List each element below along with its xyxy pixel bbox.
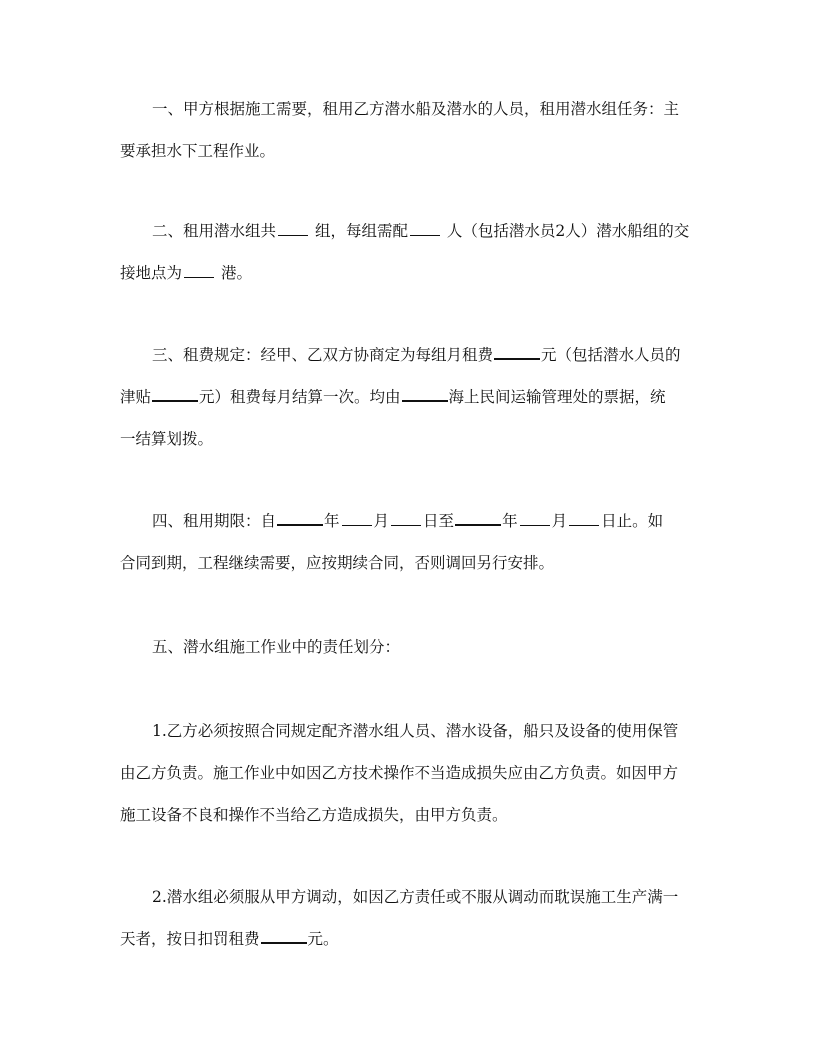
clause-3-text-b: 元（包括潜水人员的 (541, 346, 681, 364)
clause-4-text-b: 年 (324, 512, 340, 530)
clause-2-text-b: 组，每组需配 (314, 222, 408, 240)
clause-4-text-c: 月 (373, 512, 390, 530)
blank-allowance (152, 382, 198, 402)
item-2-text-b: 元。 (307, 930, 339, 948)
clause-1-line-1: 一、甲方根据施工需要，租用乙方潜水船及潜水的人员，租用潜水组任务：主 (152, 100, 680, 118)
blank-authority (402, 382, 448, 402)
clause-3-line-3: 一结算划拨。 (120, 430, 214, 448)
clause-5-item-1 (120, 710, 700, 836)
clause-2-text-a: 二、租用潜水组共 (152, 222, 277, 240)
blank-start-day (391, 507, 421, 526)
clause-2-text-e: 港。 (220, 264, 252, 282)
clause-4-text-f: 月 (551, 512, 568, 530)
blank-end-year (455, 506, 501, 526)
clause-1-line-2: 要承担水下工程作业。 (120, 142, 276, 160)
item-1-line-2: 由乙方负责。施工作业中如因乙方技术操作不当造成损失应由乙方负责。如因甲方 (120, 764, 679, 782)
clause-4-text-e: 年 (502, 512, 518, 530)
blank-start-year (277, 506, 323, 526)
clause-3-text-c: 津贴 (120, 388, 152, 406)
item-2-line-2 (120, 918, 700, 960)
clause-5-item-2 (120, 876, 700, 960)
clause-3-line-1 (120, 334, 700, 376)
item-2-line-1: 2.潜水组必须服从甲方调动，如因乙方责任或不服从调动而耽误施工生产满一 (152, 888, 679, 906)
clause-4 (120, 500, 700, 584)
blank-person-count (410, 217, 440, 236)
blank-end-day (569, 507, 599, 526)
clause-5 (120, 626, 700, 668)
clause-4-line-1 (120, 500, 700, 542)
clause-3 (120, 334, 700, 460)
item-1-line-1: 1.乙方必须按照合同规定配齐潜水组人员、潜水设备，船只及设备的使用保管 (152, 722, 679, 740)
clause-4-line-2: 合同到期，工程继续需要，应按期续合同，否则调回另行安排。 (120, 554, 555, 572)
blank-monthly-fee (494, 340, 540, 360)
clause-4-text-a: 四、租用期限：自 (152, 512, 277, 530)
blank-end-month (520, 507, 550, 526)
clause-3-text-a: 三、租费规定：经甲、乙双方协商定为每组月租费 (152, 346, 494, 364)
clause-3-text-d: 元）租费每月结算一次。均由 (199, 388, 401, 406)
clause-5-line-1: 五、潜水组施工作业中的责任划分： (152, 638, 401, 656)
clause-2-line-2 (120, 252, 700, 294)
clause-2-text-c: 人（包括潜水员2人）潜水船组的交 (446, 222, 690, 240)
blank-port (184, 259, 214, 278)
clause-2-text-d: 接地点为 (120, 264, 183, 282)
clause-3-line-2 (120, 376, 700, 418)
clause-2-line-1 (120, 210, 700, 252)
blank-penalty (261, 924, 307, 944)
clause-3-text-e: 海上民间运输管理处的票据，统 (448, 388, 666, 406)
item-1-line-3: 施工设备不良和操作不当给乙方造成损失，由甲方负责。 (120, 806, 508, 824)
clause-4-text-d: 日至 (423, 512, 455, 530)
blank-start-month (342, 507, 372, 526)
clause-1 (120, 88, 700, 172)
item-2-text-a: 天者，按日扣罚租费 (120, 930, 260, 948)
clause-4-text-g: 日止。如 (601, 512, 664, 530)
blank-group-count (278, 217, 308, 236)
clause-2 (120, 210, 700, 294)
